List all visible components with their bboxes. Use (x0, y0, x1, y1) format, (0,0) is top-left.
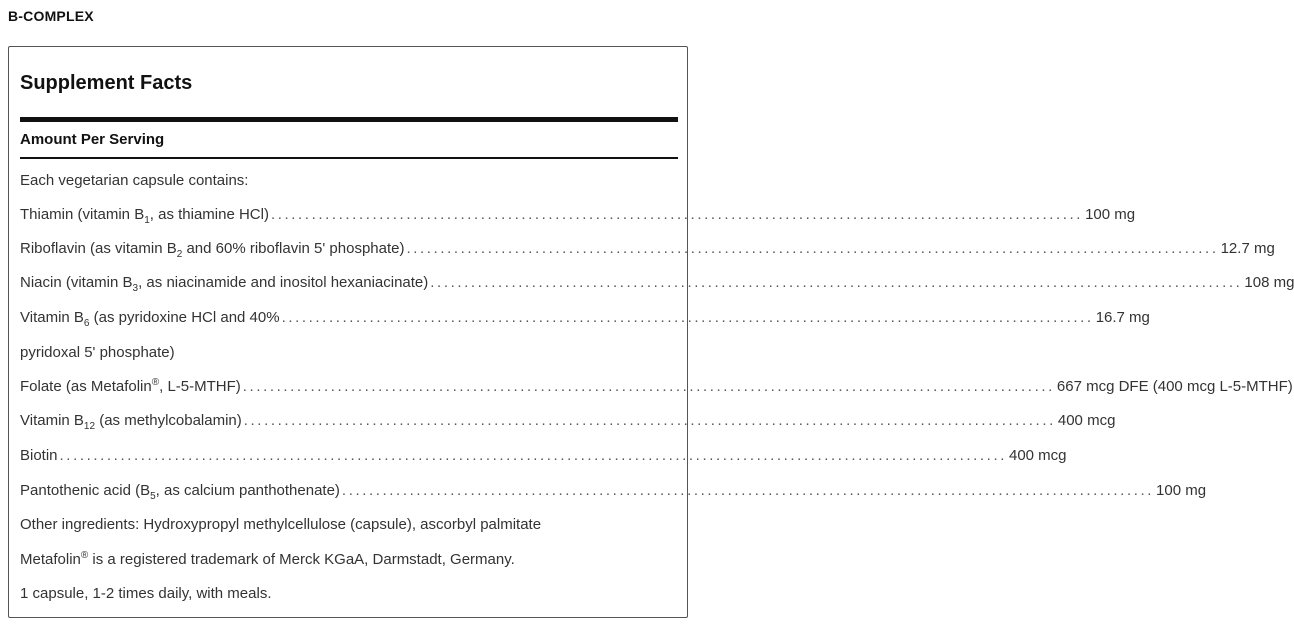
ingredient-label: Vitamin $B_{12}$ (as methylcobalamin) (20, 412, 242, 432)
leader-dots: ........................................................................................................................ (243, 412, 1056, 429)
ingredient-amount: 667 mcg DFE (400 mcg L-5-MTHF) (1056, 378, 1293, 395)
ingredient-amount: 100 mg (1156, 482, 1207, 499)
ingredient-amount: 400 mcg (1057, 412, 1116, 429)
ingredient-row-vitamin-b6 (20, 308, 1150, 329)
leader-dots: ............................................................................................................................................ (59, 447, 1007, 464)
ingredient-row-riboflavin (20, 239, 1275, 260)
ingredient-label: Riboflavin (as vitamin $B_2$ and 60% riboflavin 5' phosphate) (20, 240, 405, 260)
leader-dots: ........................................................................................................................ (281, 309, 1094, 326)
ingredient-label: Folate (as Metafolin®, L-5-MTHF) (20, 377, 241, 395)
leader-dots: ........................................................................................................................ (270, 206, 1084, 223)
ingredient-row-vitamin-b12 (20, 411, 1116, 432)
leader-dots: ........................................................................................................................ (406, 240, 1219, 257)
facts-title: Supplement Facts (20, 72, 193, 94)
thick-divider (20, 117, 678, 122)
ingredient-label: Thiamin (vitamin $B_1$, as thiamine HCl) (20, 206, 269, 226)
supplement-facts-panel (8, 46, 1294, 618)
ingredient-label: Niacin (vitamin $B_3$, as niacinamide and inositol hexaniacinate) (20, 274, 429, 294)
ingredient-amount: 16.7 mg (1095, 309, 1150, 326)
ingredient-row-thiamin (20, 205, 1136, 226)
product-name: B-COMPLEX (8, 8, 94, 24)
ingredient-label: Biotin (20, 447, 58, 464)
ingredient-label: Pantothenic acid ($B_5$, as calcium panthothenate) (20, 482, 340, 502)
ingredient-amount: 400 mcg (1008, 447, 1067, 464)
other-ingredients: Other ingredients: Hydroxypropyl methylcellulose (capsule), ascorbyl palmitate (20, 516, 542, 533)
ingredient-amount: 108 mg (1244, 274, 1294, 291)
trademark-note: Metafolin® is a registered trademark of Merck KGaA, Darmstadt, Germany. (20, 550, 515, 568)
leader-dots: ........................................................................................................................ (242, 378, 1055, 395)
ingredient-row-niacin (20, 273, 1294, 294)
ingredient-amount: 12.7 mg (1220, 240, 1275, 257)
ingredient-label: Vitamin $B_6$ (as pyridoxine HCl and 40% (20, 309, 280, 329)
thin-divider (20, 157, 678, 159)
ingredient-row-folate (20, 377, 1293, 397)
leader-dots: ........................................................................................................................ (341, 482, 1155, 499)
ingredient-row-pantothenic-acid (20, 481, 1207, 502)
leader-dots: ........................................................................................................................ (430, 274, 1243, 291)
ingredient-row-biotin (20, 446, 1067, 466)
serving-header: Amount Per Serving (20, 131, 165, 148)
directions: 1 capsule, 1-2 times daily, with meals. (20, 585, 272, 602)
ingredient-continuation: pyridoxal 5' phosphate) (20, 344, 175, 361)
ingredient-amount: 100 mg (1085, 206, 1136, 223)
intro-text: Each vegetarian capsule contains: (20, 172, 249, 189)
